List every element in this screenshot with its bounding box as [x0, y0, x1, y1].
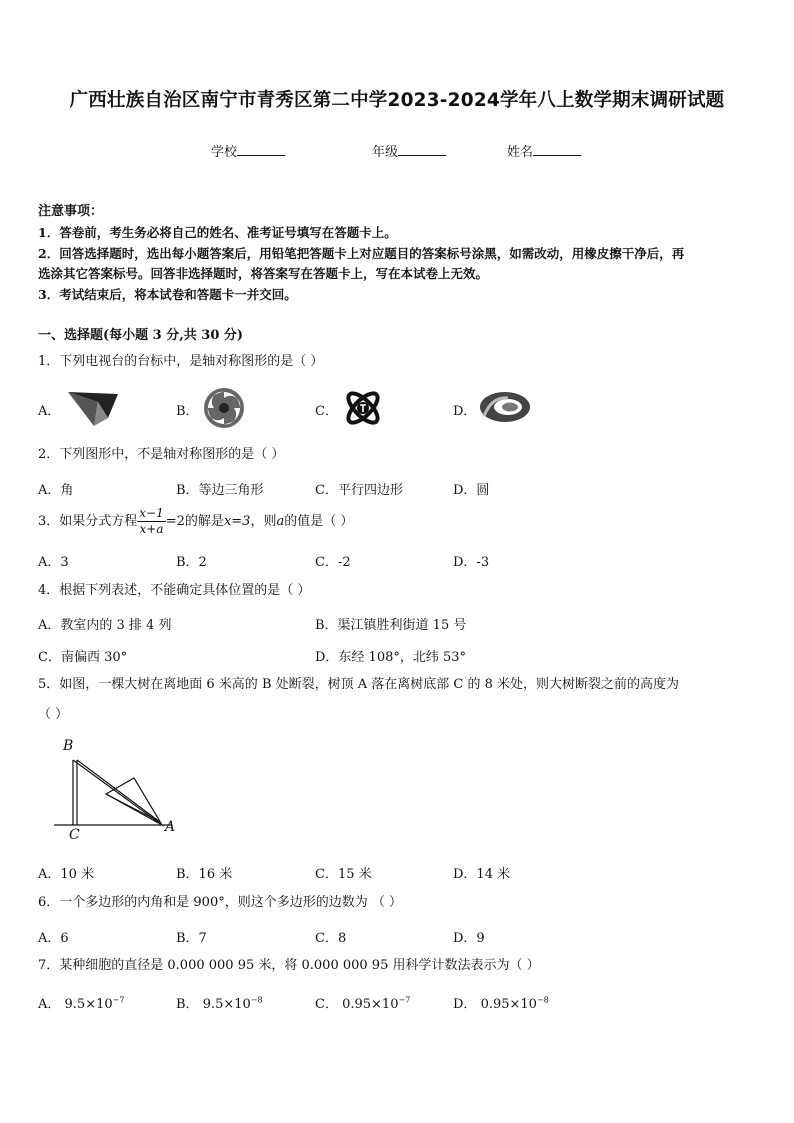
page-title: 广西壮族自治区南宁市青秀区第二中学2023-2024学年八上数学期末调研试题 — [69, 90, 725, 111]
q2-option-b: B．等边三角形 — [176, 483, 264, 498]
q6-option-d: D．9 — [453, 931, 485, 946]
q3-stem-post: 的值是（ ） — [284, 514, 354, 529]
name-field — [507, 141, 581, 160]
q1-option-b-label: B． — [176, 404, 199, 419]
q3-stem-mid: 的解是 — [184, 514, 224, 529]
logo-c-icon — [341, 386, 385, 430]
grade-field — [372, 141, 446, 160]
q7-option-b — [176, 993, 263, 1012]
q7-option-a — [38, 993, 124, 1012]
question-6-stem: 6．一个多边形的内角和是 900°，则这个多边形的边数为 （ ） — [38, 895, 402, 910]
q7-option-d — [453, 993, 549, 1012]
q3-condition: x=3 — [223, 514, 251, 529]
question-4-stem: 4．根据下列表述，不能确定具体位置的是（ ） — [38, 583, 311, 598]
q7-option-a-base: 9.5×10 — [64, 997, 113, 1012]
question-5-paren: （ ） — [38, 707, 69, 722]
notice-item-1: 1．答卷前，考生务必将自己的姓名、准考证号填写在答题卡上。 — [38, 225, 397, 240]
question-7-stem: 7．某种细胞的直径是 0.000 000 95 米，将 0.000 000 95 用科学计数法表示为（ ） — [38, 958, 540, 973]
q7-option-d-label: D． — [453, 997, 477, 1012]
q7-option-c — [315, 993, 410, 1012]
q2-option-a: A．角 — [38, 483, 74, 498]
q5-label-c: C — [69, 827, 80, 843]
q5-option-a: A．10 米 — [38, 867, 95, 882]
q3-frac-numerator: x−1 — [139, 506, 164, 520]
name-blank — [533, 143, 581, 156]
q3-option-d: D．-3 — [453, 555, 490, 570]
section-heading: 一、选择题(每小题 3 分,共 30 分) — [38, 328, 244, 343]
logo-a-icon — [64, 388, 122, 428]
q1-option-a-label: A． — [38, 404, 61, 419]
question-5-stem: 5．如图，一棵大树在离地面 6 米高的 B 处断裂，树顶 A 落在离树底部 C 的 8 米处，则大树断裂之前的高度为 — [38, 677, 680, 692]
q7-option-c-base: 0.95×10 — [342, 997, 399, 1012]
q5-label-b: B — [63, 738, 74, 754]
grade-blank — [398, 143, 446, 156]
q3-equals: =2 — [165, 514, 185, 529]
question-2-stem: 2．下列图形中，不是轴对称图形的是（ ） — [38, 447, 285, 462]
q7-option-b-exp: −8 — [250, 995, 263, 1005]
q7-option-b-base: 9.5×10 — [202, 997, 251, 1012]
question-3-stem — [38, 505, 353, 539]
q6-option-b: B．7 — [176, 931, 207, 946]
q6-option-c: C．8 — [315, 931, 347, 946]
q1-option-d-label: D． — [453, 404, 477, 419]
q3-fraction — [137, 506, 165, 537]
q4-option-d: D．东经 108°，北纬 53° — [315, 650, 467, 665]
q3-variable: a — [276, 514, 285, 529]
q5-option-b: B．16 米 — [176, 867, 233, 882]
logo-d-icon — [478, 388, 532, 426]
notice-item-2: 2．回答选择题时，选出每小题答案后，用铅笔把答题卡上对应题目的答案标号涂黑，如需改动，用橡皮擦干净后，再 — [38, 246, 685, 261]
q4-option-c: C．南偏西 30° — [38, 650, 128, 665]
q7-option-c-label: C． — [315, 997, 338, 1012]
q1-option-c-label: C． — [315, 404, 338, 419]
name-label: 姓名 — [507, 145, 534, 160]
q2-option-c: C．平行四边形 — [315, 483, 403, 498]
question-1-stem: 1．下列电视台的台标中，是轴对称图形的是（ ） — [38, 354, 324, 369]
q6-option-a: A．6 — [38, 931, 69, 946]
q7-option-b-label: B． — [176, 997, 199, 1012]
q7-option-a-exp: −7 — [112, 995, 125, 1005]
notice-item-2-cont: 选涂其它答案标号。回答非选择题时，将答案写在答题卡上，写在本试卷上无效。 — [38, 266, 489, 281]
notice-heading: 注意事项： — [38, 204, 104, 219]
school-label: 学校 — [211, 145, 238, 160]
q5-option-c: C．15 米 — [315, 867, 372, 882]
notice-item-3: 3．考试结束后，将本试卷和答题卡一并交回。 — [38, 287, 297, 302]
logo-b-icon — [201, 386, 247, 430]
q3-option-c: C．-2 — [315, 555, 351, 570]
q7-option-d-exp: −8 — [536, 995, 549, 1005]
q7-option-c-exp: −7 — [398, 995, 411, 1005]
q5-label-a: A — [165, 819, 176, 835]
q4-option-b: B．渠江镇胜利街道 15 号 — [315, 618, 467, 633]
school-blank — [237, 143, 285, 156]
grade-label: 年级 — [372, 145, 399, 160]
q3-option-b: B．2 — [176, 555, 207, 570]
q7-option-a-label: A． — [38, 997, 61, 1012]
school-field — [211, 141, 285, 160]
q2-option-d: D．圆 — [453, 483, 490, 498]
q3-frac-denominator: x+a — [139, 522, 164, 536]
q7-option-d-base: 0.95×10 — [480, 997, 537, 1012]
q3-stem-pre: 3．如果分式方程 — [38, 514, 138, 529]
q3-option-a: A．3 — [38, 555, 69, 570]
q4-option-a: A．教室内的 3 排 4 列 — [38, 618, 172, 633]
q5-option-d: D．14 米 — [453, 867, 511, 882]
q3-stem-mid2: ，则 — [250, 514, 277, 529]
